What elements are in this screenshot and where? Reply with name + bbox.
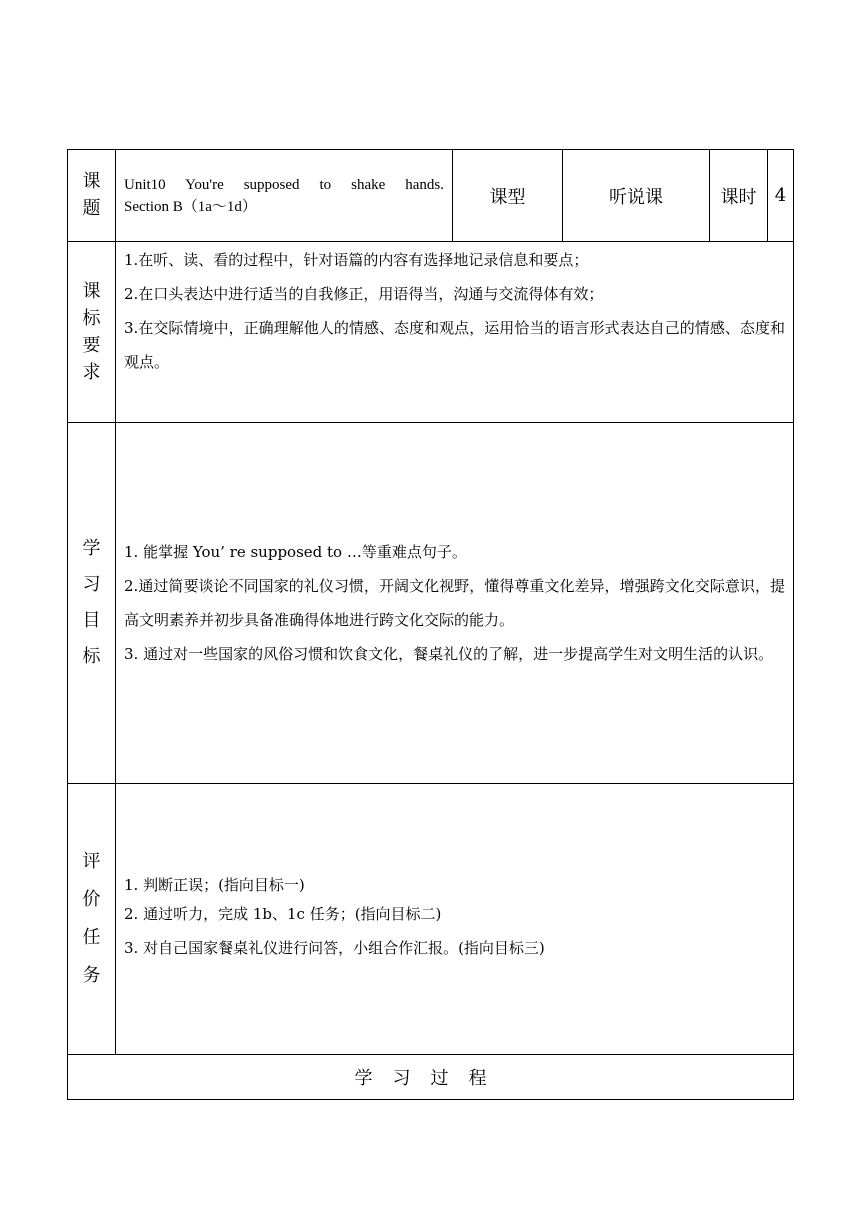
tasks-label-cell (68, 784, 116, 1055)
standards-label-char: 标 (82, 308, 101, 329)
lesson-type-label: 课型 (453, 150, 563, 242)
objectives-label-cell (68, 423, 116, 784)
process-heading: 学习过程 (68, 1055, 794, 1100)
lesson-title-line2: Section B（1a～1d） (124, 198, 257, 215)
tasks-row (68, 784, 794, 1055)
tasks-label-char: 务 (82, 964, 101, 986)
tasks-label-char: 价 (82, 889, 101, 911)
standards-item: 2.在口头表达中进行适当的自我修正，用语得当，沟通与交流得体有效； (124, 285, 604, 303)
standards-row (68, 242, 794, 423)
standards-item: 3.在交际情境中，正确理解他人的情感、态度和观点，运用恰当的语言形式表达自己的情感、态度和观点。 (124, 319, 785, 371)
tasks-label-char: 任 (82, 927, 101, 948)
standards-content (116, 242, 794, 423)
topic-label-char: 课 (82, 171, 101, 193)
objectives-label-char: 学 (82, 538, 101, 559)
standards-label-char: 课 (82, 281, 101, 302)
standards-label-cell (68, 242, 116, 423)
objectives-content (116, 423, 794, 784)
lesson-type-value: 听说课 (563, 150, 710, 242)
tasks-content (116, 784, 794, 1055)
lesson-title-line1: Unit10 You're supposed to shake hands. (124, 176, 444, 193)
objectives-label-char: 习 (82, 574, 101, 595)
objectives-label-char: 标 (82, 646, 101, 667)
tasks-label-char: 评 (82, 851, 101, 873)
period-label: 课时 (710, 150, 768, 242)
objectives-label-char: 目 (82, 610, 101, 631)
lesson-plan-table (67, 149, 794, 1100)
title-row (68, 150, 794, 242)
tasks-item: 2. 通过听力，完成 1b、1c 任务；(指向目标二) (124, 905, 442, 923)
period-value: 4 (768, 150, 794, 242)
objectives-item: 3. 通过对一些国家的风俗习惯和饮食文化，餐桌礼仪的了解，进一步提高学生对文明生活的认识。 (124, 645, 774, 663)
tasks-item: 1. 判断正误；(指向目标一) (124, 876, 305, 894)
topic-label-char: 题 (82, 197, 101, 219)
standards-label-char: 要 (82, 335, 101, 356)
lesson-title-cell (116, 150, 453, 242)
objectives-item: 1. 能掌握 You’ re supposed to …等重难点句子。 (124, 543, 467, 561)
topic-label-cell (68, 150, 116, 242)
standards-item: 1.在听、读、看的过程中，针对语篇的内容有选择地记录信息和要点； (124, 251, 589, 269)
objectives-row (68, 423, 794, 784)
tasks-item: 3. 对自己国家餐桌礼仪进行问答，小组合作汇报。(指向目标三) (124, 939, 545, 957)
objectives-item: 2.通过简要谈论不同国家的礼仪习惯，开阔文化视野，懂得尊重文化差异，增强跨文化交际意识，提高文明素养并初步具备准确得体地进行跨文化交际的能力。 (124, 577, 785, 629)
standards-label-char: 求 (82, 362, 101, 383)
process-row (68, 1055, 794, 1100)
